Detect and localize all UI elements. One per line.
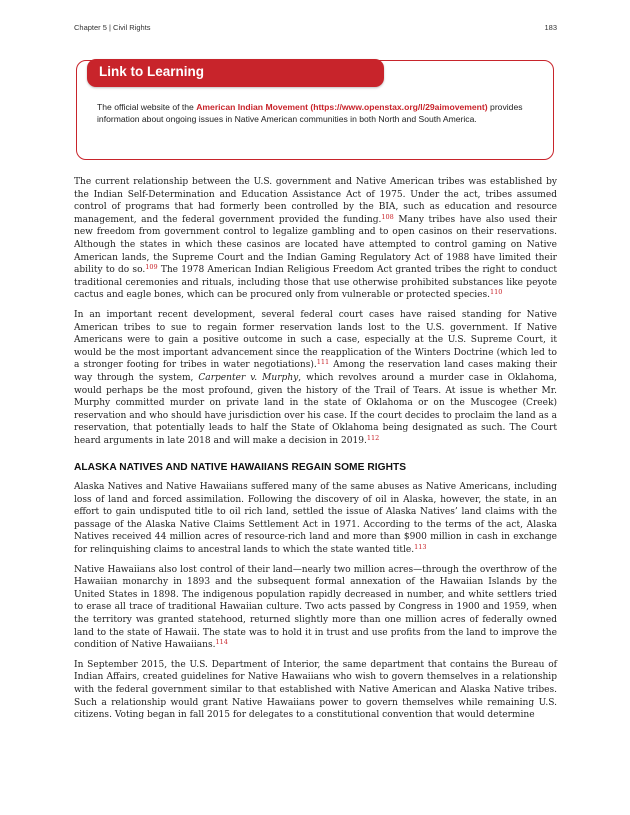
- text: Native Hawaiians also lost control of their land—nearly two million acres—through the overthrow of the Hawaiian monarchy in 1893 and the subsequent formal annexation of the Hawaiian Islands by the United States in 1898. The indigenous population rapidly decreased in number, and white settlers tried to erase all trace of traditional Hawaiian culture. Two acts passed by Congress in 1900 and 1959, when the territory was granted statehood, returned slightly more than one million acres of federally owned land to the state of Hawaii. The state was to hold it in trust and use profits from the land to improve the condition of Native Hawaiians.: [74, 564, 557, 651]
- footnote-ref-112[interactable]: 112: [366, 433, 380, 442]
- callout-text-before: The official website of the: [97, 102, 197, 112]
- callout-text-after: provides information about ongoing issues in Native American communities in both North and South America.: [97, 102, 523, 125]
- page-number: 183: [544, 23, 557, 32]
- link-to-learning-box: [76, 60, 554, 160]
- aim-website-link[interactable]: American Indian Movement (https://www.openstax.org/l/29aimovement): [196, 102, 488, 112]
- footnote-ref-108[interactable]: 108: [381, 212, 394, 221]
- running-header: [74, 23, 557, 32]
- text: , which revolves around a murder case in Oklahoma, would perhaps be the most profound, given the history of the Trail of Tears. At issue is whether Mr. Murphy committed murder on private land in the state of Oklahoma or on the Muscogee (Creek) reservation and who should have jurisdiction over his case. If the court decides to proclaim the land as a reservation, that potentially leads to half the State of Oklahoma being designated as such. The Court heard arguments in late 2018 and will make a decision in 2019.: [74, 372, 558, 446]
- text: The current relationship between the U.S. government and Native American tribes was established by the Indian Self-Determination and Education Assistance Act of 1975. Under the act, tribes assumed control of programs that had formerly been controlled by the BIA, such as education and resource management, and the federal government provided the funding.: [74, 177, 557, 225]
- footnote-ref-110[interactable]: 110: [490, 288, 503, 297]
- text: The 1978 American Indian Religious Freedom Act granted tribes the right to conduct traditional ceremonies and rituals, including those that use otherwise prohibited substances like peyote cactus and eagle bones, which can be procured only from vulnerable or protected species.: [74, 265, 557, 301]
- text: Many tribes have also used their new freedom from government control to legalize gambling and to open casinos on their reservations. Although the states in which these casinos are located have attempted to control gaming on Native American lands, the Supreme Court and the Indian Gaming Regulatory Act of 1988 have limited their ability to do so.: [74, 214, 557, 276]
- paragraph-alaska-natives: [74, 481, 557, 557]
- link-to-learning-title: Link to Learning: [87, 59, 384, 87]
- paragraph-court-cases: [74, 309, 557, 448]
- footnote-ref-111[interactable]: 111: [316, 358, 330, 367]
- paragraph-self-determination: [74, 176, 557, 302]
- footnote-ref-113[interactable]: 113: [414, 543, 427, 552]
- text: In September 2015, the U.S. Department of Interior, the same department that contains the Bureau of Indian Affairs, created guidelines for Native Hawaiians who wish to govern themselves in a relationship with the federal government similar to that established with Native American and Alaska Native tribes. Such a relationship would grant Native Hawaiians power to govern themselves while remaining U.S. citizens. Voting began in fall 2015 for delegates to a constitutional convention that would determine: [74, 659, 557, 721]
- case-name: Carpenter v. Murphy: [198, 372, 299, 383]
- footnote-ref-109[interactable]: 109: [145, 263, 158, 272]
- chapter-title: Chapter 5 | Civil Rights: [74, 23, 151, 32]
- footnote-ref-114[interactable]: 114: [215, 638, 228, 647]
- main-content: [74, 176, 557, 729]
- text: Among the reservation land cases making their way through the system,: [74, 360, 557, 383]
- text: Alaska Natives and Native Hawaiians suffered many of the same abuses as Native Americans, including loss of land and forced assimilation. Following the discovery of oil in Alaska, however, the state, in an effort to gain undisputed title to oil rich land, settled the issue of Alaska Natives’ land claims with the passage of the Alaska Native Claims Settlement Act in 1971. According to the terms of the act, Alaska Natives received 44 million acres of resource-rich land and more than $900 million in cash in exchange for relinquishing claims to ancestral lands to which the state wanted title.: [74, 482, 557, 556]
- paragraph-interior-guidelines: [74, 659, 557, 722]
- paragraph-native-hawaiians: [74, 564, 557, 652]
- text: In an important recent development, several federal court cases have raised standing for Native American tribes to sue to regain former reservation lands lost to the U.S. government. If Native Americans were to gain a positive outcome in such a case, especially at the U.S. Supreme Court, it would be the most important advancement since the reapplication of the Winters Doctrine (which led to a stronger footing for tribes in water negotiations).: [74, 309, 557, 371]
- link-to-learning-text: [97, 101, 535, 125]
- section-heading: ALASKA NATIVES AND NATIVE HAWAIIANS REGAIN SOME RIGHTS: [74, 462, 407, 474]
